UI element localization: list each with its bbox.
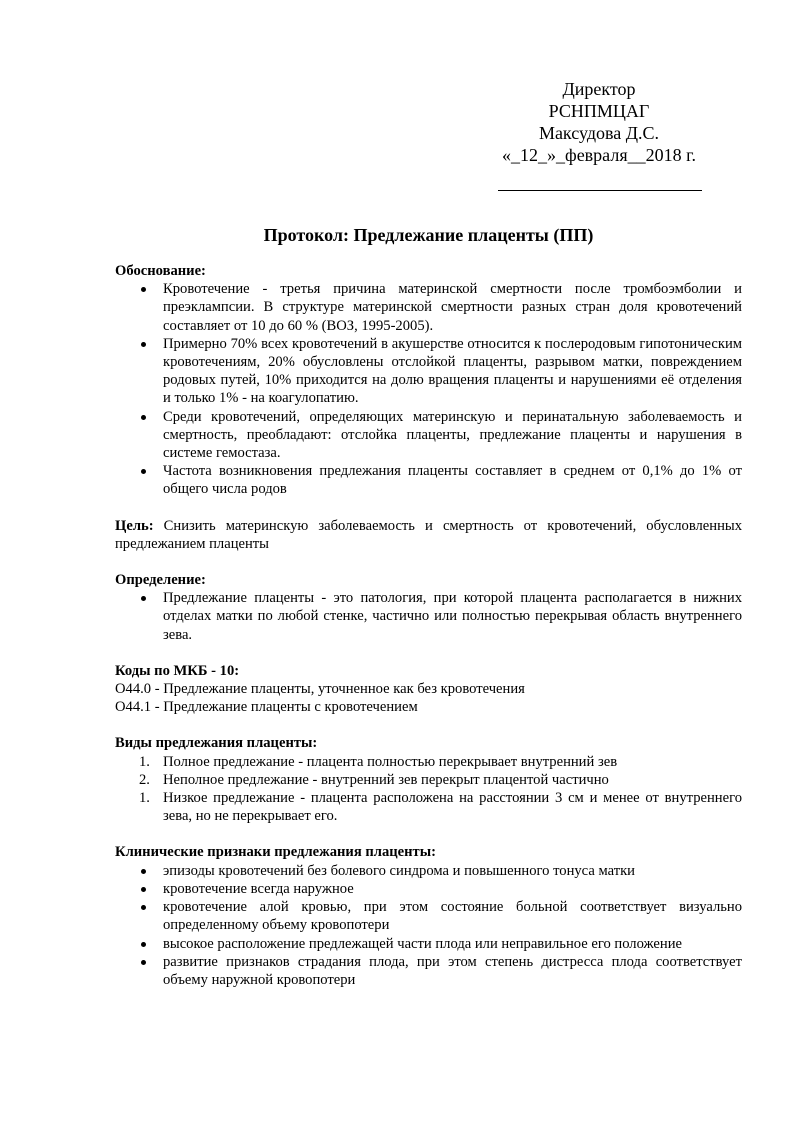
list-item-text: Полное предлежание - плацента полностью перекрывает внутренний зев — [163, 753, 618, 770]
section-heading: Определение: — [115, 572, 206, 589]
icd-code-line: О44.1 - Предлежание плаценты с кровотечением — [115, 699, 418, 716]
bullet-icon — [141, 596, 146, 601]
section-justification — [115, 262, 742, 499]
list-item-text: эпизоды кровотечений без болевого синдрома и повышенного тонуса матки — [163, 862, 635, 879]
section-clinical-signs — [115, 843, 742, 989]
list-item — [115, 935, 742, 953]
section-definition — [115, 571, 742, 644]
list-item — [115, 335, 742, 408]
section-heading: Виды предлежания плаценты: — [115, 735, 318, 752]
bullet-icon — [141, 960, 146, 965]
bullet-icon — [141, 942, 146, 947]
section-heading: Обоснование: — [115, 263, 206, 279]
bullet-icon — [141, 287, 146, 292]
bullet-icon — [141, 887, 146, 892]
approval-name: Максудова Д.С. — [538, 123, 660, 143]
list-item — [115, 280, 742, 335]
justification-list — [115, 280, 742, 498]
icd-code-line: О44.0 - Предлежание плаценты, уточненное как без кровотечения — [115, 681, 525, 698]
list-item — [115, 589, 742, 644]
goal-paragraph — [115, 517, 742, 553]
list-item — [115, 408, 742, 463]
section-icd — [115, 662, 742, 717]
list-item — [115, 462, 742, 498]
list-item-text: Неполное предлежание - внутренний зев перекрыт плацентой частично — [163, 771, 609, 788]
document-title: Протокол: Предлежание плаценты (ПП) — [263, 225, 594, 245]
bullet-icon — [141, 469, 146, 474]
bullet-icon — [141, 869, 146, 874]
list-item-text: Кровотечение - третья причина материнской смертности после тромбоэмболии и преэклампсии. В структуре материнской смертности разных стран доля кровотечений составляет от 10 до 60 % (ВОЗ, 1995-2005). — [163, 281, 742, 334]
section-types — [115, 734, 742, 825]
list-number: 1. — [139, 790, 150, 807]
approval-position: Директор — [562, 79, 636, 99]
list-item — [115, 880, 742, 898]
document-body — [115, 262, 742, 1007]
list-number: 2. — [139, 771, 150, 788]
goal-label: Цель: — [115, 517, 154, 534]
list-item — [115, 753, 742, 771]
goal-text: Снизить материнскую заболеваемость и смертность от кровотечений, обусловленных предлежанием плаценты — [115, 517, 742, 552]
list-item — [115, 771, 742, 789]
list-item-text: кровотечение алой кровью, при этом состояние больной соответствует визуально определенному объему кровопотери — [163, 899, 742, 934]
signs-list — [115, 862, 742, 989]
section-goal — [115, 517, 742, 553]
list-item-text: Примерно 70% всех кровотечений в акушерстве относится к послеродовым гипотоническим кровотечениям, 20% обусловлены отслойкой плаценты, разрывом матки, повреждением родовых путей, 10% приходится на долю вращения плаценты и нарушениями её отделения и только 1% - на коагулопатию. — [163, 335, 742, 407]
types-list — [115, 753, 742, 826]
bullet-icon — [141, 415, 146, 420]
list-item-text: кровотечение всегда наружное — [163, 880, 354, 897]
list-item — [115, 953, 742, 989]
definition-list — [115, 589, 742, 644]
signature-line — [498, 166, 702, 191]
list-item-text: Частота возникновения предлежания плаценты составляет в среднем от 0,1% до 1% от общего числа родов — [163, 463, 742, 498]
section-heading: Клинические признаки предлежания плаценты: — [115, 844, 436, 861]
list-item — [115, 862, 742, 880]
list-item-text: Среди кровотечений, определяющих материнскую и перинатальную заболеваемость и смертность, преобладают: отслойка плаценты, предлежание плаценты и нарушения в системе гемостаза. — [163, 408, 742, 462]
bullet-icon — [141, 342, 146, 347]
section-heading: Коды по МКБ - 10: — [115, 662, 240, 679]
list-number: 1. — [139, 753, 150, 770]
bullet-icon — [141, 905, 146, 910]
list-item-text: Предлежание плаценты - это патология, при которой плацента располагается в нижних отделах матки по любой стенке, частично или полностью перекрывая область внутреннего зева. — [163, 590, 742, 643]
list-item-text: высокое расположение предлежащей части плода или неправильное его положение — [163, 935, 682, 952]
list-item — [115, 789, 742, 825]
approval-date: «_12_»_февраля__2018 г. — [502, 145, 696, 165]
approval-organization: РСНПМЦАГ — [548, 101, 650, 121]
list-item — [115, 898, 742, 934]
list-item-text: Низкое предлежание - плацента расположена на расстоянии 3 см и менее от внутреннего зева, но не перекрывает его. — [163, 790, 742, 825]
list-item-text: развитие признаков страдания плода, при этом степень дистресса плода соответствует объему наружной кровопотери — [163, 953, 742, 988]
approval-block — [490, 78, 708, 191]
